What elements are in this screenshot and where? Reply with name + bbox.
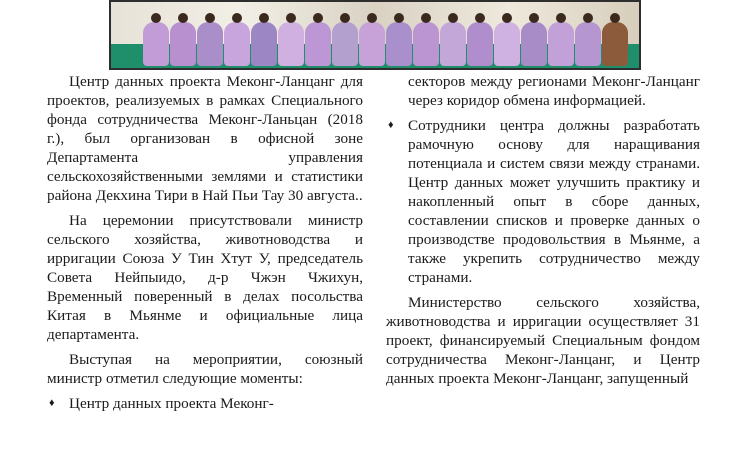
photo-person bbox=[521, 22, 547, 66]
photo-person bbox=[440, 22, 466, 66]
photo-person bbox=[548, 22, 574, 66]
photo-person-head bbox=[475, 13, 485, 23]
bullet-continuation: секторов между регионами Меконг-Ланцанг через коридор обмена информацией. bbox=[408, 73, 700, 109]
photo-person-head bbox=[448, 13, 458, 23]
photo-person bbox=[197, 22, 223, 66]
bullet-diamond-icon: ♦ bbox=[388, 119, 394, 131]
article-column-right bbox=[386, 72, 700, 394]
photo-person bbox=[494, 22, 520, 66]
photo-person bbox=[305, 22, 331, 66]
photo-person-head bbox=[340, 13, 350, 23]
bullet-text: Центр данных проекта Меконг- bbox=[69, 395, 274, 412]
photo-person-head bbox=[610, 13, 620, 23]
photo-person bbox=[251, 22, 277, 66]
photo-person-head bbox=[556, 13, 566, 23]
bullet-diamond-icon: ♦ bbox=[49, 397, 55, 409]
photo-person bbox=[413, 22, 439, 66]
photo-person bbox=[467, 22, 493, 66]
photo-person-head bbox=[286, 13, 296, 23]
photo-person-head bbox=[151, 13, 161, 23]
photo-person-head bbox=[583, 13, 593, 23]
paragraph-speech-intro: Выступая на мероприятии, союзный министр отметил следующие моменты: bbox=[47, 351, 363, 387]
photo-person-head bbox=[394, 13, 404, 23]
photo-person bbox=[386, 22, 412, 66]
photo-person-head bbox=[178, 13, 188, 23]
photo-person bbox=[143, 22, 169, 66]
photo-person-head bbox=[205, 13, 215, 23]
photo-person-head bbox=[313, 13, 323, 23]
group-photo bbox=[109, 0, 641, 70]
photo-person-head bbox=[232, 13, 242, 23]
paragraph-attendees: На церемонии присутствовали министр сельского хозяйства, животноводства и ирригации Союза У Тин Хтут У, председатель Совета Нейпыидо, д-р Чжэн Чжихун, Временный поверенный в делах посольства Китая в Мьянме и официальные лица департамента. bbox=[47, 212, 363, 343]
photo-person bbox=[359, 22, 385, 66]
paragraph-ministry-projects: Министерство сельского хозяйства, животноводства и ирригации осуществляет 31 проект, финансируемый Специальным фондом сотрудничества Меконг-Ланцанг, и Центр данных проекта Меконг-Ланцанг, запущенный bbox=[386, 294, 700, 387]
photo-person bbox=[575, 22, 601, 66]
photo-person bbox=[278, 22, 304, 66]
photo-person bbox=[332, 22, 358, 66]
photo-person bbox=[224, 22, 250, 66]
photo-person bbox=[602, 22, 628, 66]
photo-person bbox=[170, 22, 196, 66]
paragraph-intro: Центр данных проекта Меконг-Ланцанг для проектов, реализуемых в рамках Специального фонда сотрудничества Меконг-Ланьцан (2018 г.), был организован в офисной зоне Департамента управления сельскохозяйственными землями и статистики района Декхина Тири в Най Пьи Тау 30 августа.. bbox=[47, 73, 363, 204]
article-column-left bbox=[47, 72, 363, 419]
bullet-item bbox=[386, 116, 700, 287]
bullet-text: Сотрудники центра должны разработать рамочную основу для наращивания потенциала и систем связи между странами. Центр данных может улучшить практику и накопленный опыт в сборе данных, составлении списков и проверке данных о производстве продовольствия в Мьянме, а также укрепить сотрудничество между странами. bbox=[408, 117, 700, 286]
photo-person-head bbox=[529, 13, 539, 23]
photo-person-head bbox=[259, 13, 269, 23]
photo-person-head bbox=[421, 13, 431, 23]
photo-person-head bbox=[367, 13, 377, 23]
photo-person-head bbox=[502, 13, 512, 23]
bullet-item bbox=[47, 394, 363, 413]
